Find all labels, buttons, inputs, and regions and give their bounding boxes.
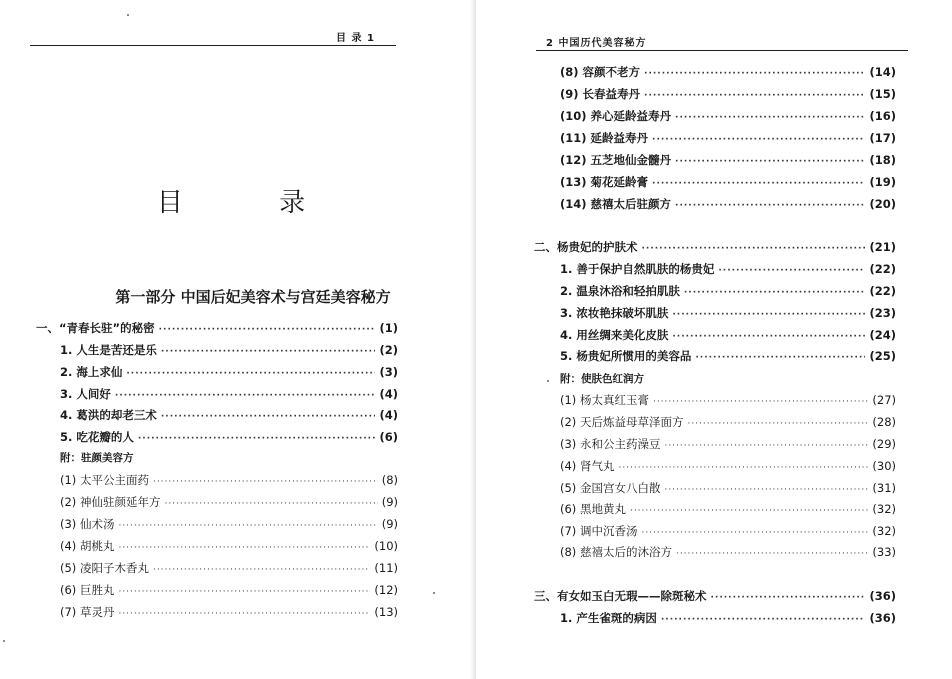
toc-label: (1) 太平公主面药 <box>60 473 149 487</box>
toc-section-heading[interactable] <box>36 319 398 337</box>
toc-recipe[interactable] <box>560 85 896 103</box>
toc-page-number: (27) <box>872 393 896 407</box>
toc-section-heading[interactable] <box>534 587 896 605</box>
toc-label: (7) 调中沉香汤 <box>560 524 638 538</box>
toc-label: 一、“青春长驻”的秘密 <box>36 321 155 335</box>
toc-label: (10) 养心延龄益寿丹 <box>560 109 672 123</box>
toc-entry[interactable] <box>560 304 896 322</box>
part-title: 第一部分 中国后妃美容术与宫廷美容秘方 <box>115 288 391 306</box>
scan-speck <box>3 640 5 642</box>
toc-entry[interactable] <box>560 282 896 300</box>
toc-entry[interactable] <box>560 326 896 344</box>
toc-recipe[interactable] <box>60 581 398 599</box>
toc-label: (8) 慈禧太后的沐浴方 <box>560 545 672 559</box>
leader-dots <box>675 197 865 215</box>
toc-entry[interactable] <box>60 341 398 359</box>
leader-dots <box>675 153 865 171</box>
leader-dots <box>675 109 865 127</box>
toc-page-number: (25) <box>869 349 896 363</box>
toc-label: (9) 长春益寿丹 <box>560 87 641 101</box>
toc-recipe[interactable] <box>60 537 398 555</box>
toc-page-number: (29) <box>872 437 896 451</box>
leader-dots <box>118 517 377 535</box>
appendix-label: 附：使肤色红润方 <box>560 373 644 385</box>
scan-speck <box>127 14 129 16</box>
toc-page-number: (1) <box>379 321 398 335</box>
toc-label: 1. 善于保护自然肌肤的杨贵妃 <box>560 262 715 276</box>
toc-section-heading[interactable] <box>534 238 896 256</box>
toc-page-number: (13) <box>374 605 398 619</box>
page-title: 目 录 <box>156 188 350 218</box>
leader-dots <box>661 611 866 629</box>
toc-label: (11) 延龄益寿丹 <box>560 131 649 145</box>
toc-page-number: (32) <box>872 502 896 516</box>
toc-label: (12) 五芝地仙金髓丹 <box>560 153 672 167</box>
leader-dots <box>159 321 376 339</box>
toc-entry[interactable] <box>60 385 398 403</box>
leader-dots <box>138 430 376 448</box>
toc-page-number: (19) <box>869 175 896 189</box>
toc-recipe[interactable] <box>560 500 896 518</box>
leader-dots <box>684 284 866 302</box>
toc-recipe[interactable] <box>560 479 896 497</box>
toc-entry[interactable] <box>560 260 896 278</box>
toc-page-number: (12) <box>374 583 398 597</box>
toc-label: (2) 神仙驻颜延年方 <box>60 495 161 509</box>
leader-dots <box>718 262 865 280</box>
toc-label: (3) 仙术汤 <box>60 517 115 531</box>
toc-recipe[interactable] <box>560 129 896 147</box>
toc-page-number: (32) <box>872 524 896 538</box>
toc-label: (4) 肾气丸 <box>560 459 615 473</box>
leader-dots <box>644 65 865 83</box>
leader-dots <box>630 502 868 520</box>
leader-dots <box>676 545 868 563</box>
right-page <box>476 0 952 679</box>
toc-label: 5. 杨贵妃所惯用的美容品 <box>560 349 692 363</box>
toc-recipe[interactable] <box>560 522 896 540</box>
leader-dots <box>652 175 865 193</box>
leader-dots <box>664 481 868 499</box>
toc-page-number: (6) <box>379 430 398 444</box>
toc-recipe[interactable] <box>560 173 896 191</box>
running-header: 目 录 1 <box>336 33 375 44</box>
running-header: 2 中国历代美容秘方 <box>546 38 647 49</box>
toc-label: 5. 吃花瓣的人 <box>60 430 134 444</box>
leader-dots <box>641 524 868 542</box>
toc-page-number: (15) <box>869 87 896 101</box>
toc-label: 2. 海上求仙 <box>60 365 123 379</box>
toc-page-number: (11) <box>374 561 398 575</box>
toc-label: 4. 用丝绸来美化皮肤 <box>560 328 669 342</box>
leader-dots <box>126 365 375 383</box>
toc-recipe[interactable] <box>560 151 896 169</box>
leader-dots <box>153 561 370 579</box>
toc-entry[interactable] <box>60 363 398 381</box>
toc-page-number: (20) <box>869 197 896 211</box>
toc-entry[interactable] <box>560 609 896 627</box>
toc-label: (1) 杨太真红玉膏 <box>560 393 649 407</box>
leader-dots <box>695 349 865 367</box>
toc-recipe[interactable] <box>560 435 896 453</box>
toc-label: (5) 金国宫女八白散 <box>560 481 661 495</box>
toc-entry[interactable] <box>60 406 398 424</box>
toc-page-number: (16) <box>869 109 896 123</box>
toc-page-number: (23) <box>869 306 896 320</box>
toc-page-number: (3) <box>379 365 398 379</box>
leader-dots <box>164 495 377 513</box>
leader-dots <box>653 393 868 411</box>
toc-recipe[interactable] <box>560 457 896 475</box>
toc-page-number: (31) <box>872 481 896 495</box>
leader-dots <box>672 306 865 324</box>
toc-label: 1. 产生雀斑的病因 <box>560 611 657 625</box>
leader-dots <box>644 87 865 105</box>
toc-recipe[interactable] <box>60 603 398 621</box>
leader-dots <box>161 408 376 426</box>
leader-dots <box>153 473 378 491</box>
scan-speck <box>547 380 549 382</box>
leader-dots <box>118 539 370 557</box>
toc-label: 1. 人生是苦还是乐 <box>60 343 157 357</box>
toc-recipe[interactable] <box>560 413 896 431</box>
toc-label: (3) 永和公主药澡豆 <box>560 437 661 451</box>
toc-recipe[interactable] <box>560 391 896 409</box>
leader-dots <box>115 387 376 405</box>
toc-page-number: (22) <box>869 284 896 298</box>
toc-page-number: (24) <box>869 328 896 342</box>
toc-recipe[interactable] <box>560 107 896 125</box>
toc-entry[interactable] <box>560 347 896 365</box>
leader-dots <box>664 437 868 455</box>
toc-label: (4) 胡桃丸 <box>60 539 115 553</box>
toc-page-number: (2) <box>379 343 398 357</box>
toc-page-number: (28) <box>872 415 896 429</box>
toc-page-number: (18) <box>869 153 896 167</box>
toc-label: (5) 凌阳子木香丸 <box>60 561 149 575</box>
toc-recipe[interactable] <box>60 493 398 511</box>
toc-label: (14) 慈禧太后驻颜方 <box>560 197 672 211</box>
toc-recipe[interactable] <box>60 559 398 577</box>
toc-label: (13) 菊花延龄膏 <box>560 175 649 189</box>
toc-page-number: (10) <box>374 539 398 553</box>
toc-label: 3. 浓妆艳抹破坏肌肤 <box>560 306 669 320</box>
toc-page-number: (8) <box>381 473 398 487</box>
toc-page-number: (21) <box>869 240 896 254</box>
toc-page-number: (17) <box>869 131 896 145</box>
toc-label: (6) 巨胜丸 <box>60 583 115 597</box>
toc-label: 4. 葛洪的却老三术 <box>60 408 157 422</box>
toc-page-number: (9) <box>381 495 398 509</box>
leader-dots <box>672 328 865 346</box>
toc-page-number: (4) <box>379 408 398 422</box>
toc-page-number: (33) <box>872 545 896 559</box>
toc-label: 二、杨贵妃的护肤术 <box>534 240 638 254</box>
header-rule <box>536 50 908 51</box>
leader-dots <box>687 415 868 433</box>
toc-label: (7) 草灵丹 <box>60 605 115 619</box>
toc-recipe[interactable] <box>560 195 896 213</box>
toc-label: 2. 温泉沐浴和轻拍肌肤 <box>560 284 680 298</box>
toc-recipe[interactable] <box>560 63 896 81</box>
toc-recipe[interactable] <box>60 471 398 489</box>
toc-page-number: (36) <box>869 589 896 603</box>
appendix-label: 附：驻颜美容方 <box>60 452 134 464</box>
toc-label: (6) 黑地黄丸 <box>560 502 626 516</box>
toc-recipe[interactable] <box>560 543 896 561</box>
toc-page-number: (4) <box>379 387 398 401</box>
toc-page-number: (22) <box>869 262 896 276</box>
toc-label: (8) 容颜不老方 <box>560 65 641 79</box>
leader-dots <box>711 589 866 607</box>
toc-page-number: (9) <box>381 517 398 531</box>
leader-dots <box>118 583 370 601</box>
leader-dots <box>652 131 865 149</box>
toc-entry[interactable] <box>60 428 398 446</box>
leader-dots <box>161 343 376 361</box>
leader-dots <box>618 459 868 477</box>
scan-speck <box>433 592 435 594</box>
toc-label: 三、有女如玉白无瑕——除斑秘术 <box>534 589 707 603</box>
toc-label: 3. 人间好 <box>60 387 111 401</box>
toc-page-number: (36) <box>869 611 896 625</box>
leader-dots <box>642 240 866 258</box>
toc-recipe[interactable] <box>60 515 398 533</box>
toc-page-number: (14) <box>869 65 896 79</box>
toc-label: (2) 天后炼益母草泽面方 <box>560 415 684 429</box>
toc-page-number: (30) <box>872 459 896 473</box>
leader-dots <box>118 605 370 623</box>
header-rule <box>30 45 396 46</box>
